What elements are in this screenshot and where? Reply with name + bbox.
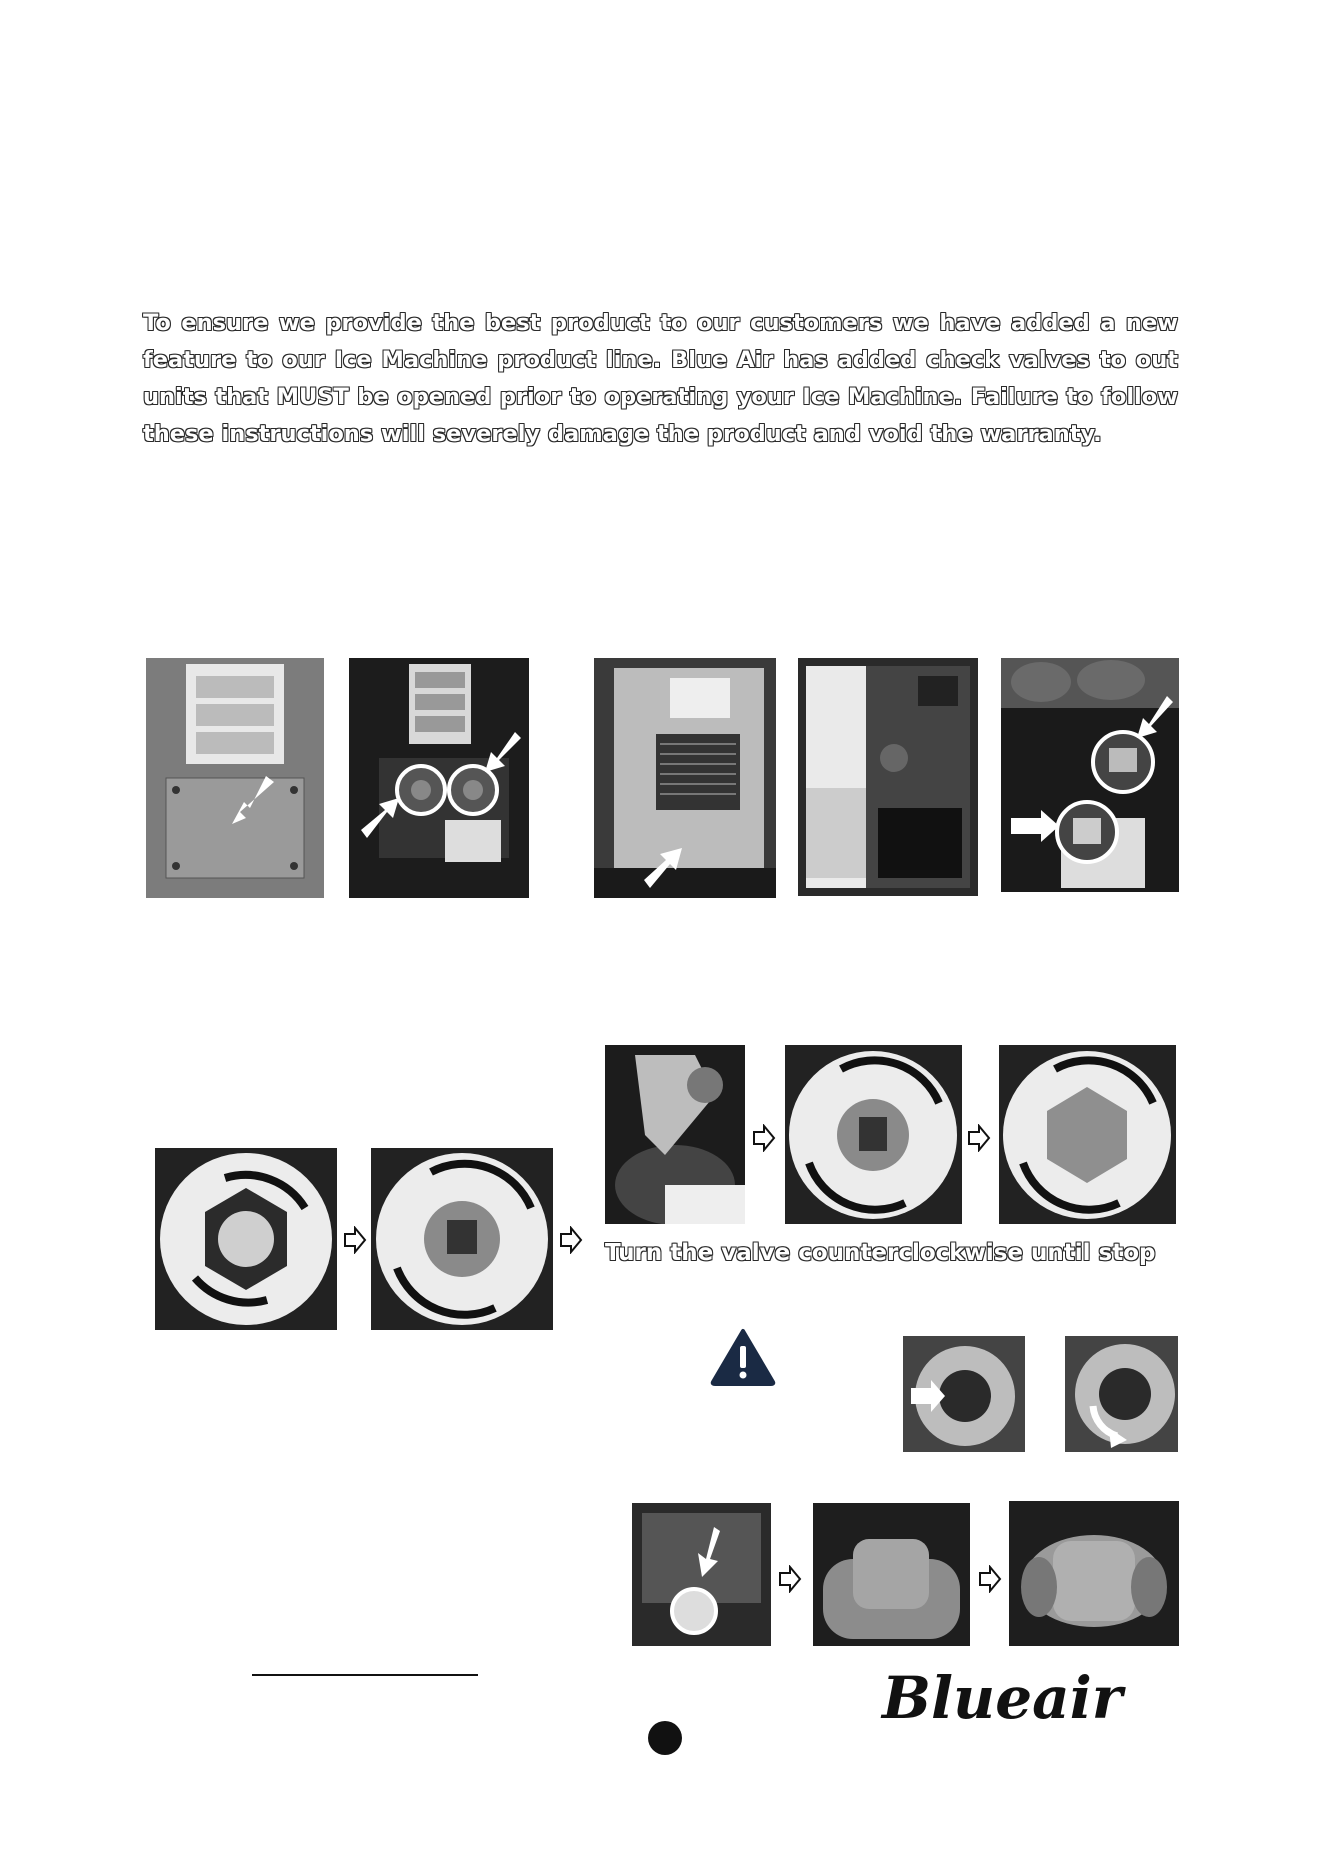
turn-valve-caption: Turn the valve counterclockwise until stop [605, 1240, 1156, 1266]
photo-machine-side-open [798, 658, 978, 896]
photo-valve-cap-closed [155, 1148, 337, 1330]
photo-insulation-sleeve [813, 1503, 970, 1646]
photo-stem-pointer [903, 1336, 1025, 1452]
photo-valve-stem-exposed [371, 1148, 553, 1330]
photo-valves-inside [1001, 658, 1179, 892]
photo-stem-rotate [1065, 1336, 1178, 1452]
step-arrow-icon [752, 1124, 776, 1152]
step-arrow-icon [343, 1226, 367, 1254]
step-arrow-icon [559, 1226, 583, 1254]
photo-valves-circled [349, 658, 529, 898]
svg-text:Blueair: Blueair [882, 1666, 1123, 1730]
photo-cap-replaced [999, 1045, 1176, 1224]
step-arrow-icon [967, 1124, 991, 1152]
page-marker [648, 1721, 682, 1755]
photo-valve-under-insulation [632, 1503, 771, 1646]
photo-insulation-closed [1009, 1501, 1179, 1646]
intro-paragraph: To ensure we provide the best product to our customers we have added a new feature to our Ice Machine product line. Blue Air has added check valves to out units that MUST be opened prior to operating your Ice Machine. Failure to follow these instructions will severely damage the product and void the warranty. [143, 310, 1178, 447]
warning-icon [710, 1328, 776, 1386]
blueair-logo [880, 1666, 1188, 1730]
step-arrow-icon [778, 1565, 802, 1593]
step-arrow-icon [978, 1565, 1002, 1593]
photo-machine-front [594, 658, 776, 898]
photo-access-panel [146, 658, 324, 898]
photo-turn-stem [785, 1045, 962, 1224]
signature-line [252, 1674, 478, 1676]
photo-wrench-on-valve [605, 1045, 745, 1224]
